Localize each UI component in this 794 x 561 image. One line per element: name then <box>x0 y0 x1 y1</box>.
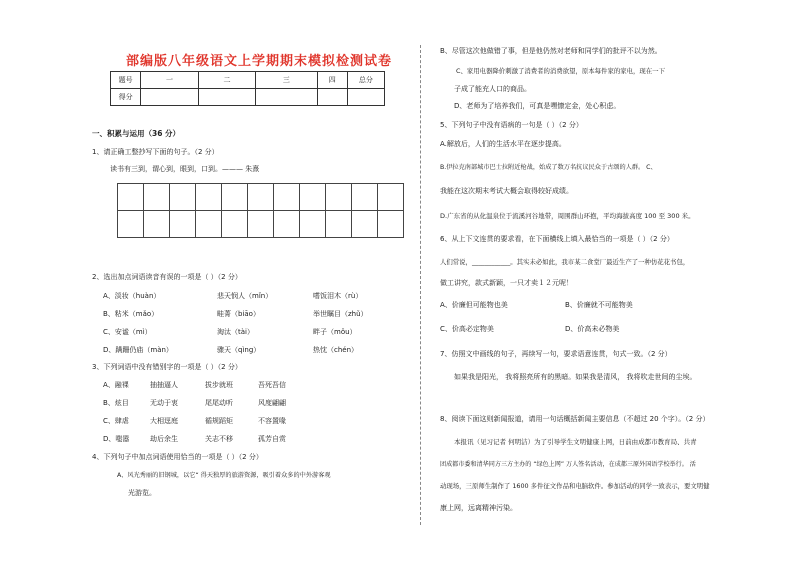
score-cell: 一 <box>141 72 198 89</box>
q4-option-c: C、家用电器降价刺激了消费者的消费欲望，原本每件家的家电，现在一下 <box>456 67 665 75</box>
q2-option: 悲天悯人（mǐn） <box>217 292 273 300</box>
q3-option: 劫后余生 <box>150 435 178 443</box>
q2-option: 骤天（qìng） <box>217 346 261 354</box>
q5-option-b: B.伊拉克南部城市巴士拉附近枪战，始成了数万名抗议民众于古颂的人群。 C、 <box>440 164 657 171</box>
q8-text-line: 动现场，三原师生制作了 1600 多件征文作品和电脑软件。参加活动的同学一致表示，要文明健 <box>440 482 710 490</box>
q3-option: 关志不移 <box>205 435 233 443</box>
q3-option: C、肆虐 <box>103 417 129 425</box>
q6-text-cont: 做工讲究，款式新颖，一只才卖１２元呢！ <box>440 279 573 287</box>
q3-option: 孤芳自赏 <box>258 435 286 443</box>
q5-option-c: 我能在这次期末考试大概会取得较好成绩。 <box>440 187 573 195</box>
q3-option: 循规蹈矩 <box>205 417 233 425</box>
q3-option: 拔步就班 <box>205 381 233 389</box>
score-input[interactable] <box>347 89 384 106</box>
score-input[interactable] <box>198 89 255 106</box>
q3-option: 尾尾动听 <box>205 399 233 407</box>
q1-stem: 1、请正确工整抄写下面的句子。（2 分） <box>92 148 219 156</box>
q4-option-c-cont: 子成了能充人口的商品。 <box>454 85 531 93</box>
page-title: 部编版八年级语文上学期期末模拟检测试卷 <box>126 54 393 69</box>
q2-option: D、蹒跚仍庙（màn） <box>103 346 173 354</box>
q3-option: B、炫目 <box>103 399 129 407</box>
q8-text-line: 康上网，远离精神污染。 <box>440 504 517 512</box>
q2-option: A、淡妆（huàn） <box>103 292 161 300</box>
q2-option: B、粘米（mǎo） <box>103 310 159 318</box>
q4-option-b: B、尽管这次他做错了事，但是他仍然对老师和同学们的批评不以为然。 <box>440 47 662 55</box>
q2-option: 畔子（mǒu） <box>313 328 357 336</box>
q3-option: 抽抽逼人 <box>150 381 178 389</box>
q8-text-line: 团成都市委和清华同方三方主办的 “绿色上网” 万人签名活动，在成都三原外国语学校举行。 活 <box>440 461 696 468</box>
q3-option: 无动于衷 <box>150 399 178 407</box>
score-table <box>110 71 385 106</box>
score-input[interactable] <box>256 89 317 106</box>
q3-option: D、嗤嚣 <box>103 435 130 443</box>
fold-line <box>420 45 421 525</box>
q3-option: A、融裸 <box>103 381 129 389</box>
q2-option: C、安谧（mì） <box>103 328 152 336</box>
score-cell: 三 <box>256 72 317 89</box>
q4-stem: 4、下列句子中加点词语使用恰当的一项是（ ）（2 分） <box>92 453 263 461</box>
score-cell: 二 <box>198 72 255 89</box>
q2-stem: 2、选出加点词语读音有误的一项是（ ）（2 分） <box>92 273 242 281</box>
q3-option: 不容置喙 <box>258 417 286 425</box>
q4-option-a-cont: 光游览。 <box>128 489 156 497</box>
q1-text: 读书有三到，谓心到，眼到，口到。——— 朱熹 <box>110 165 260 173</box>
q3-option: 大相逕庭 <box>150 417 178 425</box>
q3-stem: 3、下列词语中没有错别字的一项是（ ）（2 分） <box>92 363 242 371</box>
q5-stem: 5、下列句子中没有语病的一句是（ ）（2 分） <box>440 121 583 129</box>
q3-option: 风度翩翩 <box>258 399 286 407</box>
score-input[interactable] <box>141 89 198 106</box>
q4-option-a: A、风光秀丽的旧钢城，以它“ 得天独厚的旅游资源，吸引着众多的中外游客观 <box>117 472 331 479</box>
q2-option: 淘汰（tài） <box>217 328 254 336</box>
q6-option: C、价高必定物美 <box>440 325 494 333</box>
q2-option: 畦菁（biāo） <box>217 310 260 318</box>
q8-stem: 8、阅读下面这则新闻报道，请用一句话概括新闻主要信息（不超过 20 个字）。（2 分） <box>440 415 710 423</box>
q7-stem: 7、仿照文中画线的句子，再续写一句，要求语意连贯，句式一致。（2 分） <box>440 350 672 358</box>
q4-option-d: D、老师为了培养我们，可真是嘿慷定金，处心积虑。 <box>454 102 621 110</box>
score-cell: 得分 <box>111 89 141 106</box>
q2-option: 举世瞩目（zhǔ） <box>313 310 368 318</box>
score-cell: 四 <box>317 72 347 89</box>
q7-text: 如果我是阳光， 我将照亮所有的黑暗。如果我是清风， 我将吹走世间的尘埃。 <box>454 373 697 381</box>
score-input[interactable] <box>317 89 347 106</box>
q8-text-line: 本报讯（见习记者 何明洁）为了引导学生文明健康上网，日前由成都市教育局、共青 <box>454 438 697 446</box>
section-heading: 一、积累与运用（36 分） <box>92 129 181 138</box>
q3-option: 吾死吾信 <box>258 381 286 389</box>
score-cell: 总分 <box>347 72 384 89</box>
q2-option: 热忱（chén） <box>313 346 359 354</box>
q6-text: 人们常说，____________。其实未必如此，我市某二食堂厂最近生产了一种仿花花书包， <box>440 258 690 266</box>
writing-grid[interactable] <box>117 183 404 238</box>
q6-stem: 6、从上下文连贯的要求看，在下面横线上填入最恰当的一项是（ ）（2 分） <box>440 235 674 243</box>
q5-option-a: A.解放后，人们的生活水平在逐步提高。 <box>440 140 566 148</box>
q6-option: D、价高未必物美 <box>565 325 620 333</box>
q5-option-d: D.广东省的从化温泉位于流溪河谷地带，周围群山环抱，平均海拔高度 100 至 300 米。 <box>440 212 695 220</box>
q6-option: B、价廉就不可能物美 <box>565 301 633 309</box>
score-cell: 题号 <box>111 72 141 89</box>
q2-option: 嗜饭泪木（rù） <box>313 292 363 300</box>
q6-option: A、价廉但可能物也美 <box>440 301 508 309</box>
